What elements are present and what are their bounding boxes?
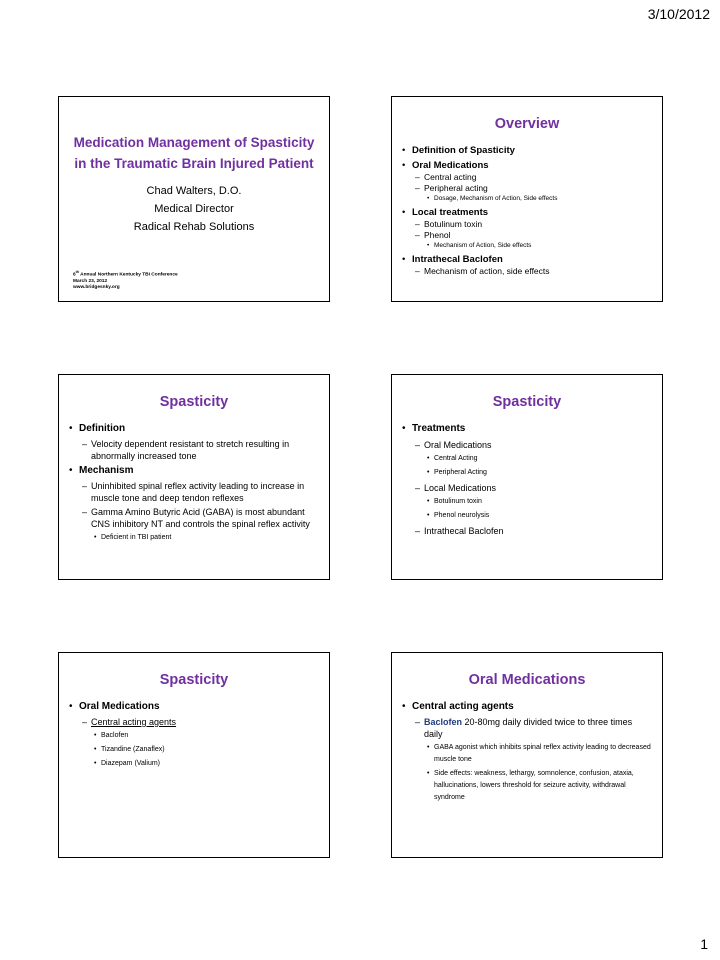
- footnote-date: March 23, 2012: [73, 279, 108, 284]
- slide-heading: Oral Medications: [468, 672, 586, 688]
- bullet: • Oral Medications: [402, 159, 652, 172]
- footnote-ordinal: 6: [73, 273, 76, 278]
- detail-bullet: • Deficient in TBI patient: [69, 532, 319, 544]
- page-number: 1: [700, 936, 708, 952]
- detail-bullet: • Peripheral Acting: [402, 467, 652, 479]
- slide-heading: Spasticity: [159, 672, 229, 688]
- sub-bullet: – Central acting: [402, 172, 652, 183]
- sub-bullet: – Velocity dependent resistant to stretch resulting in abnormally increased tone: [69, 438, 319, 462]
- bullet-list: [69, 700, 319, 770]
- presenter-role: Medical Director: [154, 203, 234, 215]
- detail-bullet: • Baclofen: [69, 730, 319, 742]
- sub-bullet: – Phenol: [402, 230, 652, 241]
- slide-spasticity-oral: [58, 652, 330, 858]
- footnote-url: www.bridgesnky.org: [73, 285, 120, 290]
- sub-bullet: [402, 716, 652, 740]
- sub-bullet: [69, 716, 319, 728]
- footnote-sup: th: [75, 270, 79, 275]
- bullet: • Oral Medications: [69, 700, 319, 714]
- slide-spasticity-definition: [58, 374, 330, 580]
- underlined-text: Central acting agents: [91, 717, 177, 727]
- bullet: • Central acting agents: [402, 700, 652, 714]
- bullet: • Definition of Spasticity: [402, 144, 652, 157]
- sub-bullet: – Botulinum toxin: [402, 219, 652, 230]
- bullet: • Mechanism: [69, 464, 319, 478]
- sub-bullet: – Local Medications: [402, 482, 652, 494]
- drug-name: Baclofen: [424, 717, 463, 727]
- sub-bullet: – Mechanism of action, side effects: [402, 266, 652, 277]
- presenter-org: Radical Rehab Solutions: [133, 221, 255, 233]
- presenter-name: Chad Walters, D.O.: [146, 185, 242, 197]
- bullet: • Treatments: [402, 422, 652, 436]
- sub-bullet: – Oral Medications: [402, 439, 652, 451]
- bullet: • Intrathecal Baclofen: [402, 253, 652, 266]
- sub-bullet: – Peripheral acting: [402, 183, 652, 194]
- detail-bullet: • Phenol neurolysis: [402, 510, 652, 522]
- slide-spasticity-treatments: [391, 374, 663, 580]
- presentation-title: Medication Management of Spasticity in the Traumatic Brain Injured Patient: [73, 135, 315, 171]
- detail-bullet: • Botulinum toxin: [402, 496, 652, 508]
- detail-bullet: • Side effects: weakness, lethargy, somnolence, confusion, ataxia, hallucinations, lowers threshold for seizure activity, withdrawal syndrome: [402, 768, 652, 804]
- bullet-list: [69, 422, 319, 544]
- bullet-list: [402, 144, 652, 277]
- slide-heading: Spasticity: [159, 394, 229, 410]
- bullet-list: [402, 422, 652, 537]
- slide-title: [58, 96, 330, 302]
- bullet: • Local treatments: [402, 206, 652, 219]
- footnote-conference: Annual Northern Kentucky TBI Conference: [78, 273, 178, 278]
- slide-heading: Spasticity: [492, 394, 562, 410]
- detail-bullet: • Central Acting: [402, 453, 652, 465]
- detail-bullet: • Dosage, Mechanism of Action, Side effects: [402, 194, 652, 204]
- slide-heading: Overview: [494, 116, 560, 132]
- sub-bullet: – Uninhibited spinal reflex activity leading to increase in muscle tone and deep tendon reflexes: [69, 480, 319, 504]
- slide-overview: [391, 96, 663, 302]
- page-date: 3/10/2012: [647, 6, 710, 22]
- sub-bullet: – Gamma Amino Butyric Acid (GABA) is most abundant CNS inhibitory NT and controls the spinal reflex activity: [69, 506, 319, 530]
- conference-footnote: [73, 269, 178, 291]
- slide-oral-medications: [391, 652, 663, 858]
- detail-bullet: • GABA agonist which inhibits spinal reflex activity leading to decreased muscle tone: [402, 742, 652, 766]
- drug-dosage: 20-80mg daily divided twice to three times daily: [424, 717, 633, 739]
- bullet-list: [402, 700, 652, 804]
- bullet: • Definition: [69, 422, 319, 436]
- detail-bullet: • Tizandine (Zanaflex): [69, 744, 319, 756]
- detail-bullet: • Diazepam (Valium): [69, 758, 319, 770]
- sub-bullet: – Intrathecal Baclofen: [402, 525, 652, 537]
- detail-bullet: • Mechanism of Action, Side effects: [402, 241, 652, 251]
